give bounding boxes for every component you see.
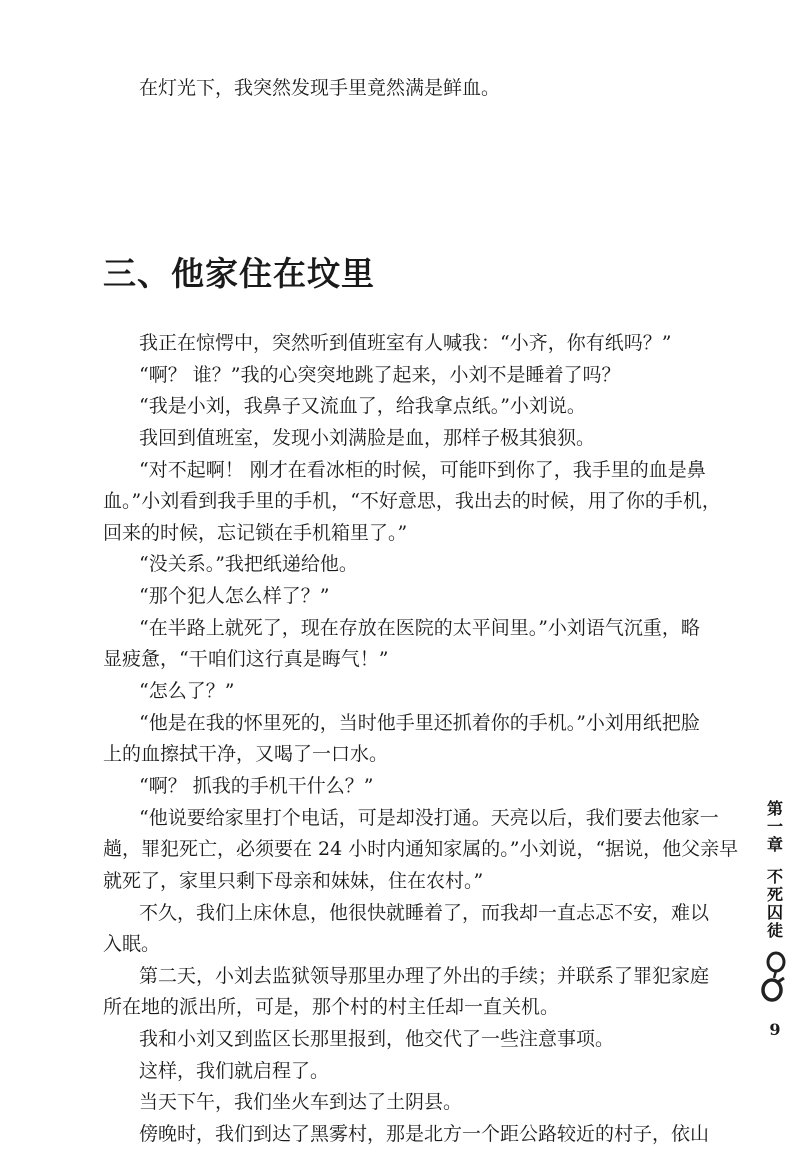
text-line: 上的血擦拭干净，又喝了一口水。 bbox=[103, 743, 389, 766]
handcuffs-icon bbox=[760, 948, 790, 1012]
text-line: 我和小刘又到监区长那里报到，他交代了一些注意事项。 bbox=[139, 1028, 615, 1051]
text-line: 当天下午，我们坐火车到达了土阴县。 bbox=[139, 1091, 463, 1114]
text-line: 趟，罪犯死亡，必须要在 24 小时内通知家属的。”小刘说，“据说，他父亲早 bbox=[103, 838, 739, 861]
intro-paragraph: 在灯光下，我突然发现手里竟然满是鲜血。 bbox=[139, 77, 501, 99]
text-line: 显疲惫，“干咱们这行真是晦气！” bbox=[103, 648, 389, 671]
body-text bbox=[103, 328, 739, 1151]
side-label-char: 章 bbox=[766, 835, 783, 854]
text-line: 血。”小刘看到我手里的手机，“不好意思，我出去的时候，用了你的手机， bbox=[103, 490, 721, 513]
text-line: 我正在惊愕中，突然听到值班室有人喊我：“小齐，你有纸吗？” bbox=[139, 332, 672, 354]
text-line: 入眠。 bbox=[103, 933, 161, 956]
text-line: 傍晚时，我们到达了黑雾村，那是北方一个距公路较近的村子，依山 bbox=[139, 1123, 710, 1146]
text-line: “怎么了？” bbox=[139, 680, 235, 703]
text-line: “对不起啊！ 刚才在看冰柜的时候，可能吓到你了，我手里的血是鼻 bbox=[139, 458, 706, 481]
text-line: “我是小刘，我鼻子又流血了，给我拿点纸。”小刘说。 bbox=[139, 395, 586, 418]
chapter-title bbox=[767, 868, 783, 940]
text-line: “啊？ 抓我的手机干什么？” bbox=[139, 774, 374, 797]
text-line: “他是在我的怀里死的，当时他手里还抓着你的手机。”小刘用纸把脸 bbox=[139, 711, 700, 734]
page-number: 9 bbox=[769, 1020, 781, 1039]
text-line: 不久，我们上床休息，他很快就睡着了，而我却一直忐忑不安，难以 bbox=[139, 901, 710, 924]
text-line: “啊？ 谁？”我的心突突地跳了起来，小刘不是睡着了吗？ bbox=[139, 363, 621, 386]
text-line: 第二天，小刘去监狱领导那里办理了外出的手续；并联系了罪犯家庭 bbox=[139, 964, 710, 987]
side-label-char: 不 bbox=[766, 867, 783, 886]
text-line: 所在地的派出所，可是，那个村的村主任却一直关机。 bbox=[103, 996, 560, 1019]
text-line: “在半路上就死了，现在存放在医院的太平间里。”小刘语气沉重，略 bbox=[139, 616, 700, 639]
side-label-char: 一 bbox=[766, 817, 783, 836]
side-label-char: 死 bbox=[766, 885, 783, 904]
text-line: 我回到值班室，发现小刘满脸是血，那样子极其狼狈。 bbox=[139, 426, 596, 449]
text-line: 回来的时候，忘记锁在手机箱里了。” bbox=[103, 521, 408, 544]
text-line: 就死了，家里只剩下母亲和妹妹，住在农村。” bbox=[103, 869, 484, 892]
side-label-char: 徒 bbox=[766, 921, 783, 940]
chapter-side-label bbox=[758, 800, 792, 1012]
side-label-char: 第 bbox=[766, 799, 783, 818]
text-line: “他说要给家里打个电话，可是却没打通。天亮以后，我们要去他家一 bbox=[139, 806, 719, 829]
text-line: 这样，我们就启程了。 bbox=[139, 1059, 330, 1082]
chapter-number bbox=[767, 800, 783, 854]
section-title: 三、他家住在坟里 bbox=[103, 254, 375, 293]
side-label-char: 囚 bbox=[766, 903, 783, 922]
text-line: “没关系。”我把纸递给他。 bbox=[139, 553, 358, 576]
text-line: “那个犯人怎么样了？” bbox=[139, 585, 330, 608]
